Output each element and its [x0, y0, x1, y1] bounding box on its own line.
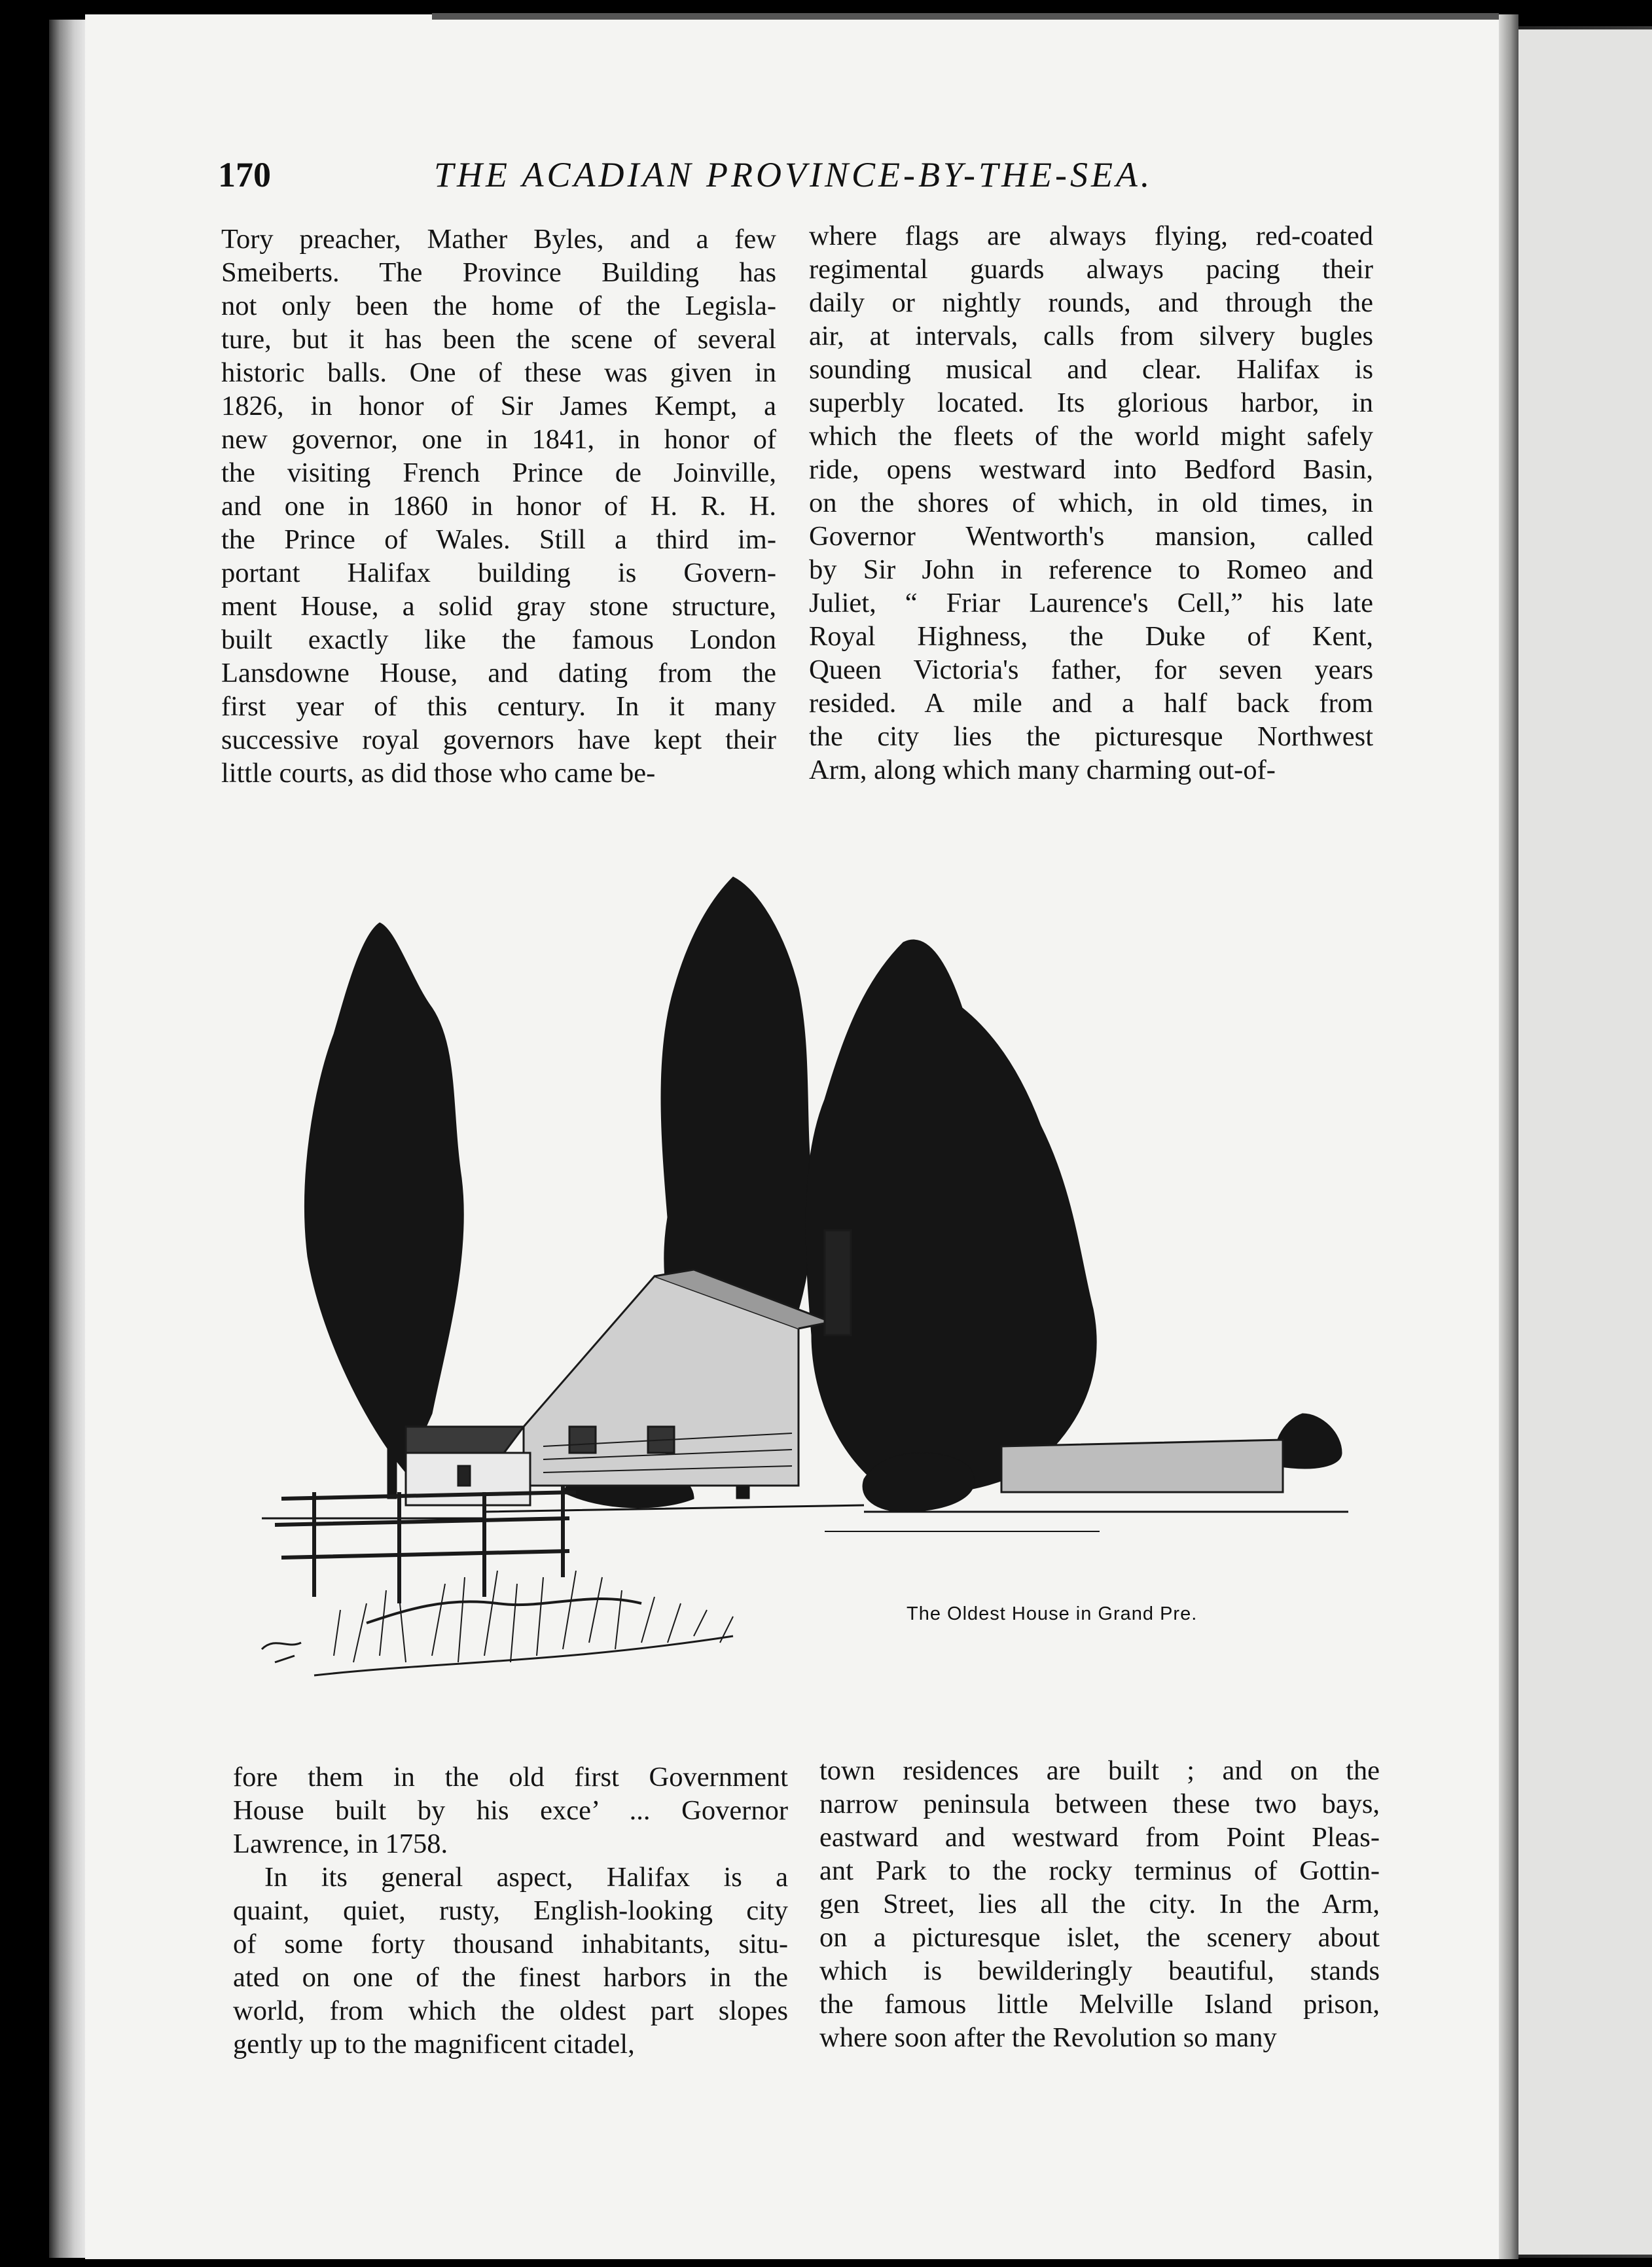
text-line: sounding musical and clear. Halifax is: [809, 354, 1373, 385]
column-top-left: [221, 223, 776, 790]
text-line: Juliet, “ Friar Laurence's Cell,” his late: [809, 588, 1373, 618]
text-line: the visiting French Prince de Joinville,: [221, 457, 776, 488]
text-line: successive royal governors have kept their: [221, 724, 776, 755]
text-line: fore them in the old first Government: [233, 1762, 788, 1793]
text-line: air, at intervals, calls from silvery bugles: [809, 321, 1373, 351]
text-line: which the fleets of the world might safely: [809, 421, 1373, 452]
text-line: which is bewilderingly beautiful, stands: [819, 1955, 1380, 1986]
text-line: of some forty thousand inhabitants, situ-: [233, 1929, 788, 1959]
text-line: little courts, as did those who came be-: [221, 758, 656, 789]
text-line: In its general aspect, Halifax is a: [264, 1862, 788, 1893]
page-header: [218, 154, 1160, 200]
text-line: the famous little Melville Island prison,: [819, 1989, 1380, 2020]
page-gutter-shadow: [1499, 14, 1518, 2259]
text-line: first year of this century. In it many: [221, 691, 776, 722]
text-line: Lawrence, in 1758.: [233, 1829, 448, 1859]
next-page-edge: [1515, 29, 1652, 2255]
text-line: eastward and westward from Point Pleas-: [819, 1822, 1380, 1853]
illustration-oldest-house: [236, 838, 1361, 1721]
left-tree: [305, 923, 464, 1473]
text-line: quaint, quiet, rusty, English-looking city: [233, 1895, 788, 1926]
column-top-right: [809, 219, 1373, 787]
illustration-caption: The Oldest House in Grand Pre.: [907, 1603, 1198, 1624]
page-number: 170: [218, 155, 271, 194]
text-line: regimental guards always pacing their: [809, 254, 1373, 285]
text-line: ride, opens westward into Bedford Basin,: [809, 454, 1373, 485]
text-line: the city lies the picturesque Northwest: [809, 721, 1373, 752]
text-line: superbly located. Its glorious harbor, in: [809, 387, 1373, 418]
text-line: 1826, in honor of Sir James Kempt, a: [221, 391, 776, 421]
text-line: portant Halifax building is Govern-: [221, 558, 776, 588]
text-line: town residences are built ; and on the: [819, 1755, 1380, 1786]
text-line: Governor Wentworth's mansion, called: [809, 521, 1373, 552]
text-line: gen Street, lies all the city. In the Arm,: [819, 1889, 1380, 1919]
right-tree: [806, 940, 1096, 1495]
text-line: ture, but it has been the scene of several: [221, 324, 776, 355]
text-line: ated on one of the finest harbors in the: [233, 1962, 788, 1993]
text-line: daily or nightly rounds, and through the: [809, 287, 1373, 318]
text-line: historic balls. One of these was given in: [221, 357, 776, 388]
text-line: House built by his exce’ ... Governor: [233, 1795, 788, 1826]
text-line: new governor, one in 1841, in honor of: [221, 424, 776, 455]
text-line: narrow peninsula between these two bays,: [819, 1789, 1380, 1819]
running-title: THE ACADIAN PROVINCE-BY-THE-SEA.: [434, 155, 1153, 194]
text-line: Arm, along which many charming out-of-: [809, 755, 1276, 785]
text-line: resided. A mile and a half back from: [809, 688, 1373, 719]
foreground-grass: [262, 1571, 733, 1675]
top-edge-rule: [432, 13, 1499, 20]
text-line: by Sir John in reference to Romeo and: [809, 554, 1373, 585]
text-line: Queen Victoria's father, for seven years: [809, 654, 1373, 685]
text-line: ant Park to the rocky terminus of Gottin-: [819, 1855, 1380, 1886]
text-line: Smeiberts. The Province Building has: [221, 257, 776, 288]
column-bottom-left: [233, 1760, 788, 2061]
text-line: gently up to the magnificent citadel,: [233, 2029, 635, 2060]
left-page-edge: [49, 20, 85, 2258]
text-line: on the shores of which, in old times, in: [809, 488, 1373, 518]
text-line: and one in 1860 in honor of H. R. H.: [221, 491, 776, 522]
text-line: world, from which the oldest part slopes: [233, 1995, 788, 2026]
text-line: built exactly like the famous London: [221, 624, 776, 655]
text-line: Lansdowne House, and dating from the: [221, 658, 776, 688]
text-line: ment House, a solid gray stone structure,: [221, 591, 776, 622]
text-line: not only been the home of the Legisla-: [221, 291, 776, 321]
text-line: on a picturesque islet, the scenery about: [819, 1922, 1380, 1953]
text-line: Royal Highness, the Duke of Kent,: [809, 621, 1373, 652]
text-line: the Prince of Wales. Still a third im-: [221, 524, 776, 555]
text-line: where flags are always flying, red-coated: [809, 221, 1373, 251]
column-bottom-right: [819, 1754, 1380, 2054]
text-line: Tory preacher, Mather Byles, and a few: [221, 224, 776, 255]
text-line: where soon after the Revolution so many: [819, 2022, 1277, 2053]
